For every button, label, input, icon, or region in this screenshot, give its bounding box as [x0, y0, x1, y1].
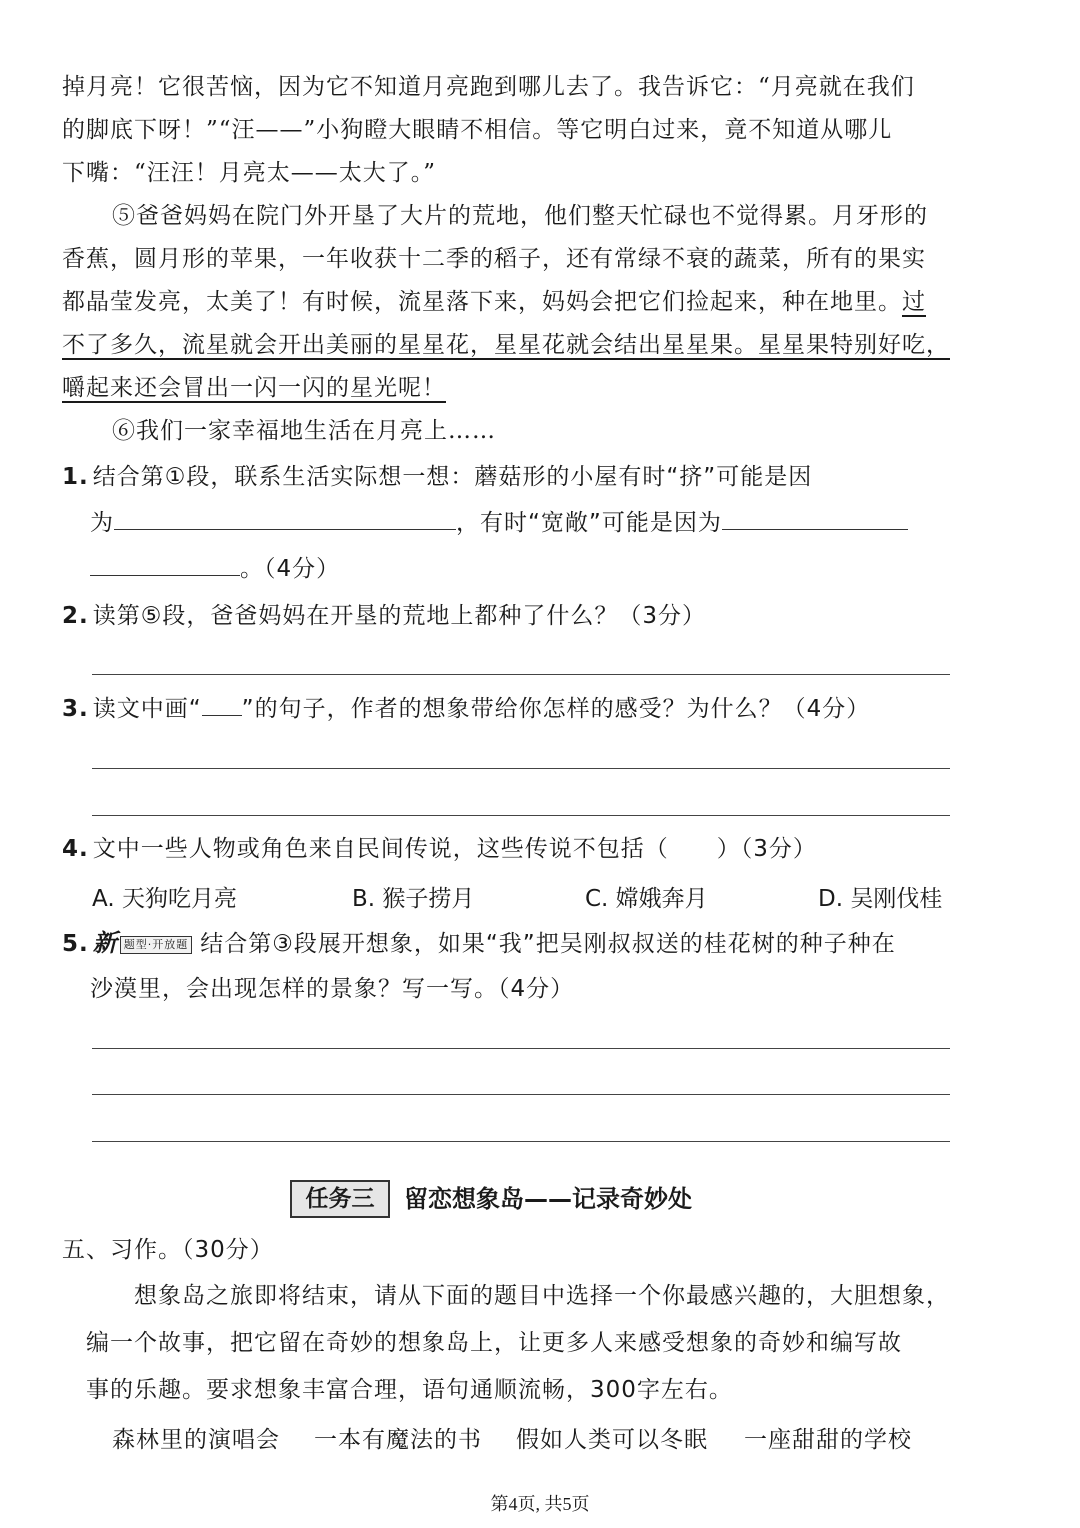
- essay-prompt-line: 编一个故事，把它留在奇妙的想象岛上，让更多人来感受想象的奇妙和编写故: [86, 1330, 902, 1356]
- answer-line[interactable]: [92, 674, 950, 675]
- paragraph-5-line: 香蕉，圆月形的苹果，一年收获十二季的稻子，还有常绿不衰的蔬菜，所有的果实: [62, 246, 926, 272]
- answer-blank[interactable]: [114, 509, 456, 530]
- answer-line[interactable]: [92, 1048, 950, 1049]
- question-text: 读文中画“: [92, 696, 202, 722]
- passage-line: 掉月亮！它很苦恼，因为它不知道月亮跑到哪儿去了。我告诉它：“月亮就在我们: [62, 74, 915, 100]
- answer-line[interactable]: [92, 1094, 950, 1095]
- essay-prompt-line: 想象岛之旅即将结束，请从下面的题目中选择一个你最感兴趣的，大胆想象，: [134, 1283, 950, 1309]
- question-1: [62, 462, 952, 492]
- answer-blank[interactable]: [722, 509, 908, 530]
- question-text: 读第⑤段，爸爸妈妈在开垦的荒地上都种了什么？（3分）: [92, 603, 707, 629]
- option-b[interactable]: B. 猴子捞月: [352, 886, 475, 912]
- question-number: 5.: [62, 931, 89, 957]
- question-4: [62, 834, 952, 864]
- question-text: 文中一些人物或角色来自民间传说，这些传说不包括（ ）（3分）: [92, 836, 817, 862]
- question-1-line-3: [90, 554, 980, 584]
- question-3: [62, 694, 952, 724]
- question-text: 为: [90, 510, 114, 536]
- underlined-sentence: 过: [902, 289, 926, 315]
- essay-topic: 一座甜甜的学校: [744, 1427, 912, 1453]
- question-text: 。（4分）: [240, 556, 341, 582]
- task-title: 留恋想象岛——记录奇妙处: [404, 1185, 692, 1213]
- paragraph-5-line: ⑤爸爸妈妈在院门外开垦了大片的荒地，他们整天忙碌也不觉得累。月牙形的: [112, 203, 928, 229]
- new-badge: 新: [92, 929, 118, 957]
- underlined-sentence: 嚼起来还会冒出一闪一闪的星光呢！: [62, 375, 446, 401]
- passage-text: 都晶莹发亮，太美了！有时候，流星落下来，妈妈会把它们捡起来，种在地里。: [62, 289, 902, 315]
- question-5: [62, 928, 952, 959]
- question-text: 结合第③段展开想象，如果“我”把吴刚叔叔送的桂花树的种子种在: [200, 931, 896, 957]
- question-2: [62, 601, 952, 631]
- option-a[interactable]: A. 天狗吃月亮: [92, 886, 237, 912]
- answer-line[interactable]: [92, 815, 950, 816]
- answer-blank[interactable]: [90, 555, 240, 576]
- passage-line: 的脚底下呀！”“汪——”小狗瞪大眼睛不相信。等它明白过来，竟不知道从哪儿: [62, 117, 893, 143]
- task-label-box: 任务三: [290, 1180, 390, 1218]
- answer-line[interactable]: [92, 768, 950, 769]
- page-number: 第4页, 共5页: [490, 1494, 590, 1514]
- option-d[interactable]: D. 吴刚伐桂: [818, 886, 943, 912]
- question-number: 4.: [62, 836, 89, 862]
- question-number: 1.: [62, 464, 89, 490]
- answer-line[interactable]: [92, 1141, 950, 1142]
- essay-topic: 假如人类可以冬眠: [516, 1427, 708, 1453]
- question-number: 3.: [62, 696, 89, 722]
- paragraph-6: ⑥我们一家幸福地生活在月亮上……: [112, 418, 496, 444]
- option-c[interactable]: C. 嫦娥奔月: [585, 886, 708, 912]
- question-type-badge: 题型·开放题: [120, 936, 193, 954]
- underline-symbol: [202, 697, 242, 716]
- question-text: ，有时“宽敞”可能是因为: [456, 510, 722, 536]
- essay-prompt-line: 事的乐趣。要求想象丰富合理，语句通顺流畅，300字左右。: [86, 1377, 733, 1403]
- essay-topic: 一本有魔法的书: [314, 1427, 482, 1453]
- paragraph-5-line: [62, 287, 952, 317]
- underlined-sentence: 不了多久，流星就会开出美丽的星星花，星星花就会结出星星果。星星果特别好吃，: [62, 332, 950, 358]
- essay-topic: 森林里的演唱会: [112, 1427, 280, 1453]
- question-5-line-2: 沙漠里，会出现怎样的景象？写一写。（4分）: [90, 976, 575, 1002]
- question-1-line-2: [90, 508, 980, 538]
- passage-line: 下嘴：“汪汪！月亮太——太大了。”: [62, 160, 437, 186]
- question-number: 2.: [62, 603, 89, 629]
- question-text: ”的句子，作者的想象带给你怎样的感受？为什么？（4分）: [241, 696, 871, 722]
- question-text: 结合第①段，联系生活实际想一想：蘑菇形的小屋有时“挤”可能是因: [92, 464, 813, 490]
- essay-heading: 五、习作。（30分）: [62, 1237, 274, 1263]
